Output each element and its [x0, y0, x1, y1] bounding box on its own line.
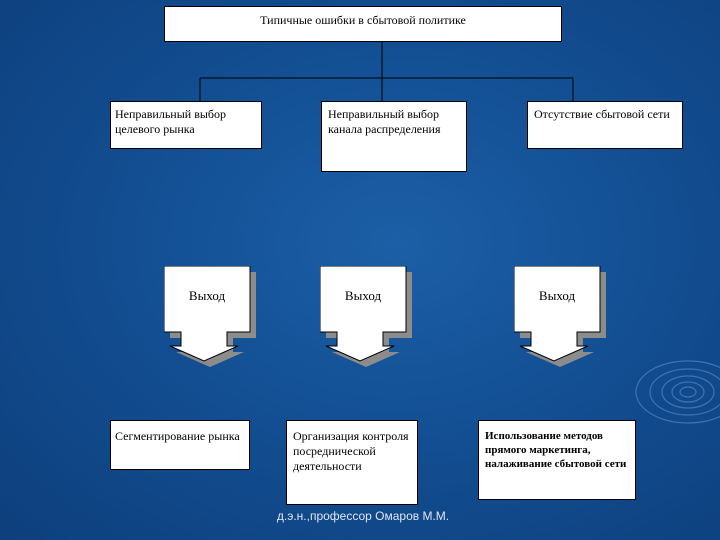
exit-arrow-1: [164, 266, 260, 367]
exit-label: Выход: [188, 288, 226, 303]
exit-arrow-3: [514, 266, 610, 367]
exit-label: Выход: [538, 288, 576, 303]
exit-arrow-2: [320, 266, 416, 367]
category-box-target-market: Неправильный выбор целевого рынка: [110, 101, 262, 149]
exit-label: Выход: [344, 288, 382, 303]
result-box-direct-marketing: Использование методов прямого маркетинга, налаживание сбытовой сети: [478, 420, 636, 500]
diagram-title: Типичные ошибки в сбытовой политике: [164, 6, 562, 42]
author-footer: д.э.н.,профессор Омаров М.М.: [276, 509, 450, 523]
category-box-distribution-channel: Неправильный выбор канала распределения: [321, 101, 467, 172]
result-box-control: Организация контроля посреднической деятельности: [286, 420, 418, 505]
result-box-segmentation: Сегментирование рынка: [110, 420, 250, 470]
category-box-sales-network: Отсутствие сбытовой сети: [527, 101, 683, 149]
